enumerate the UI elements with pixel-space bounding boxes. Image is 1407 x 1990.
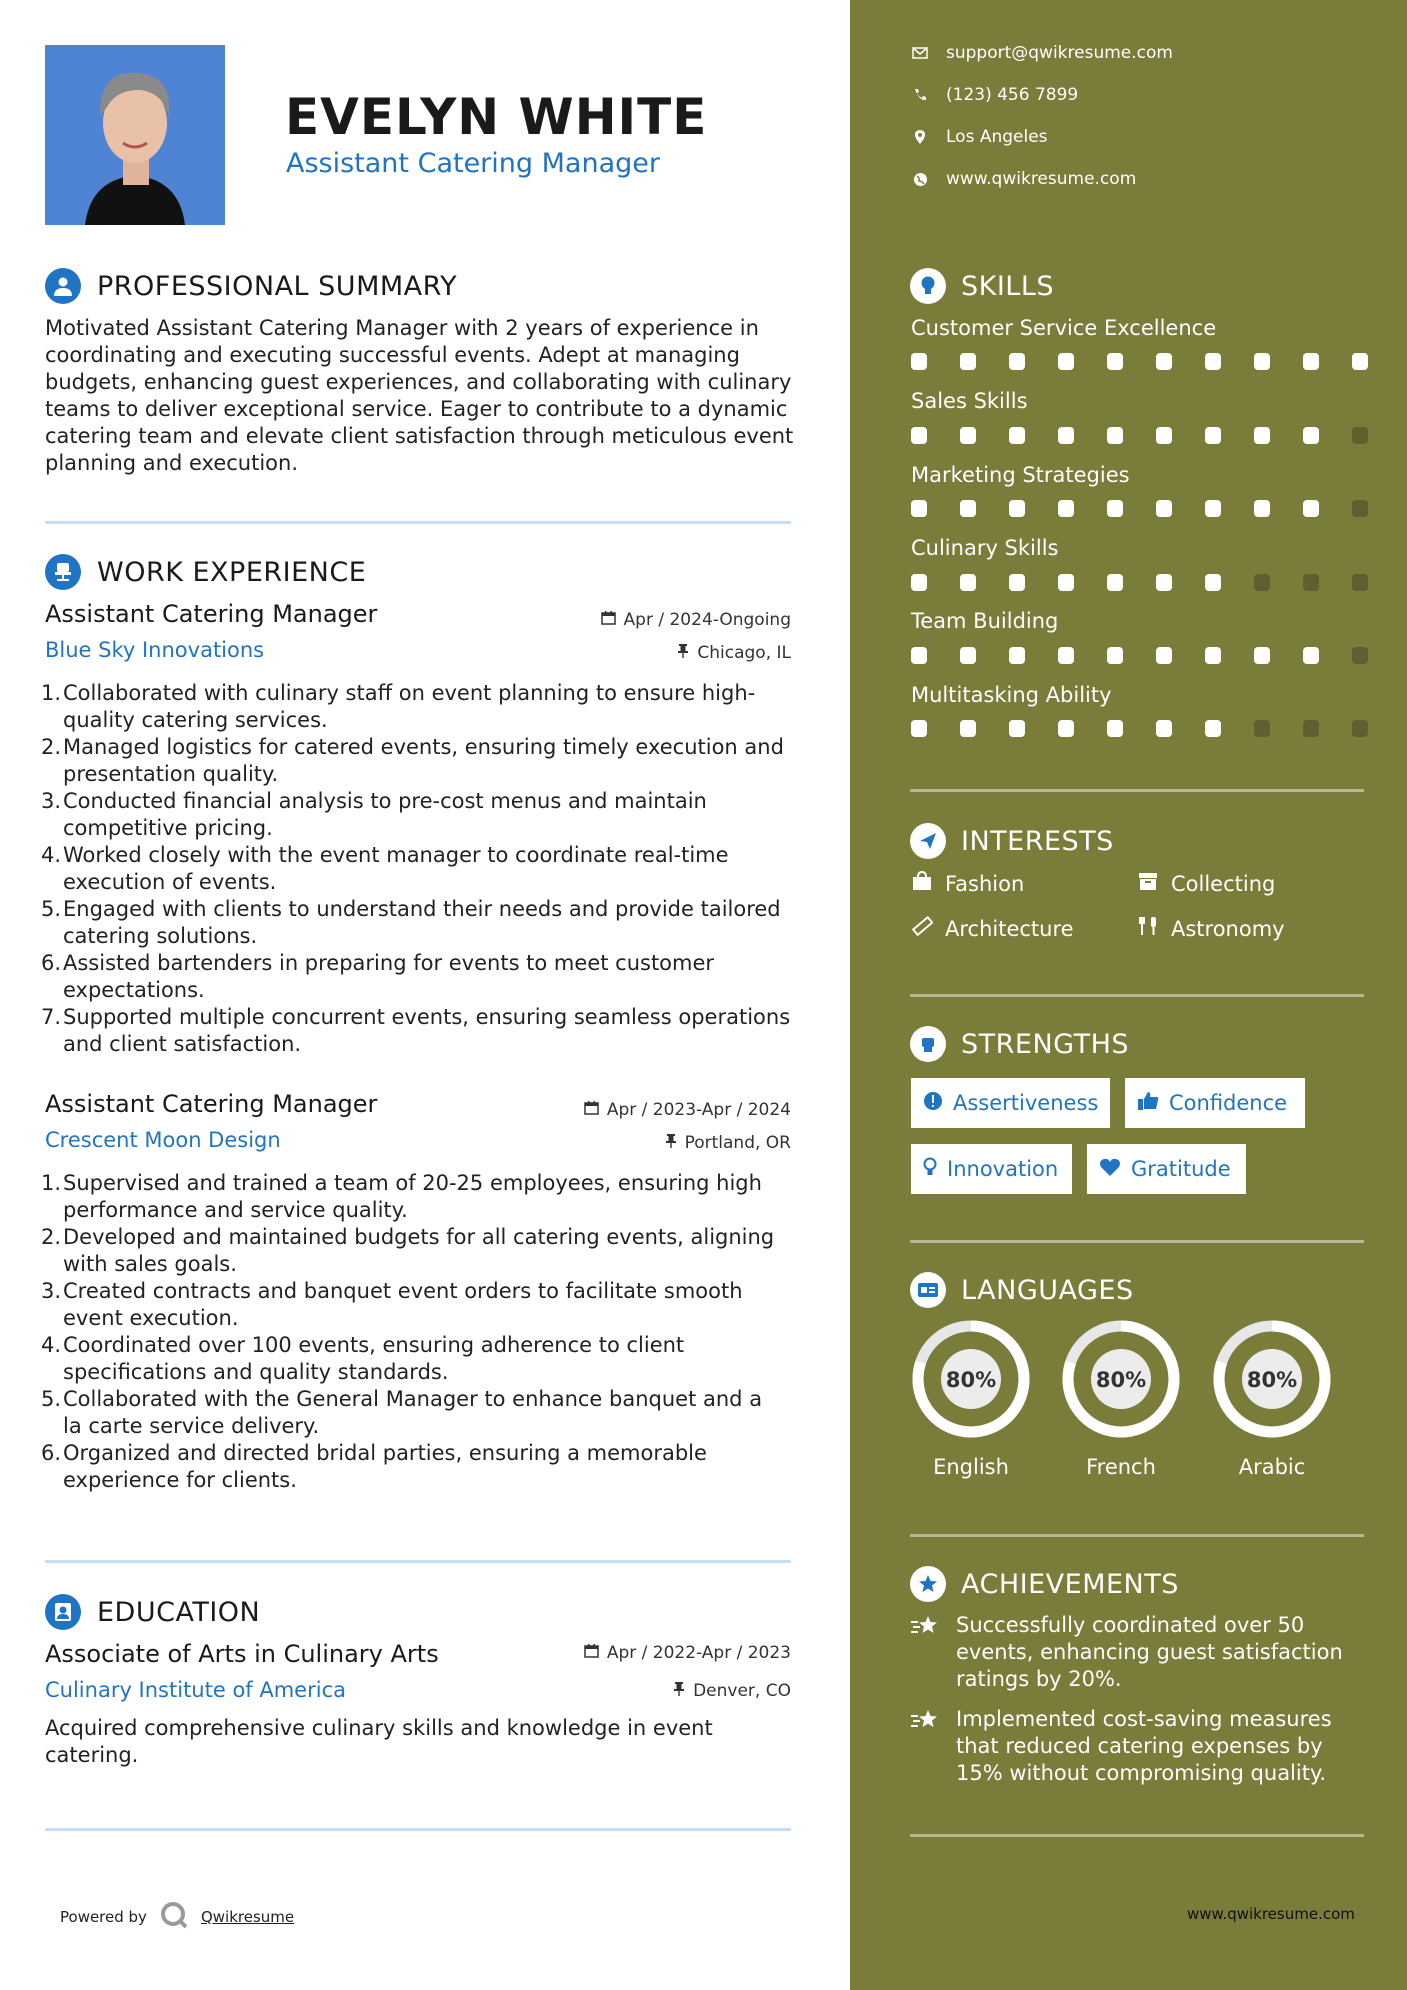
list-item: 4. Worked closely with the event manager to coordinate real-time execution of events. bbox=[40, 843, 729, 894]
interest-item: Architecture bbox=[911, 915, 1074, 942]
languages-heading: LANGUAGES bbox=[961, 1274, 1134, 1306]
section-divider bbox=[45, 1560, 791, 1563]
rating-dot-filled bbox=[1156, 353, 1172, 370]
list-item: 7. Supported multiple concurrent events, ensuring seamless operations and client satisfaction. bbox=[40, 1005, 791, 1056]
strength-badge: Assertiveness bbox=[911, 1078, 1110, 1128]
rating-dot-filled bbox=[1009, 574, 1025, 591]
graduate-icon bbox=[45, 1594, 81, 1630]
rating-dot-filled bbox=[960, 574, 976, 591]
rating-dot-filled bbox=[960, 427, 976, 444]
school-name: Culinary Institute of America bbox=[45, 1678, 346, 1702]
job-date bbox=[584, 1100, 791, 1120]
thumbs-up-icon bbox=[1137, 1091, 1159, 1116]
language-icon bbox=[910, 1272, 946, 1308]
rating-dot-filled bbox=[1303, 353, 1319, 370]
job-date bbox=[601, 610, 791, 630]
pin-icon bbox=[673, 1681, 685, 1701]
rating-dot-filled bbox=[1107, 427, 1123, 444]
language-percent: 80% bbox=[1246, 1368, 1298, 1392]
rating-dot-filled bbox=[1205, 647, 1221, 664]
skills-heading: SKILLS bbox=[961, 270, 1055, 302]
rating-dot-filled bbox=[1058, 353, 1074, 370]
job-location-text: Chicago, IL bbox=[697, 643, 791, 663]
rating-dot-filled bbox=[911, 353, 927, 370]
contact-email[interactable] bbox=[910, 43, 1173, 63]
language-item bbox=[909, 1317, 1033, 1479]
rating-dot-filled bbox=[960, 353, 976, 370]
section-divider bbox=[910, 1834, 1364, 1837]
achievements-heading: ACHIEVEMENTS bbox=[961, 1568, 1179, 1600]
list-item: 3. Conducted financial analysis to pre-cost menus and maintain competitive pricing. bbox=[40, 789, 707, 840]
lightbulb-icon bbox=[910, 268, 946, 304]
contact-phone[interactable] bbox=[910, 85, 1078, 105]
section-divider bbox=[910, 994, 1364, 997]
phone-icon bbox=[910, 88, 930, 102]
rating-dot-empty bbox=[1303, 720, 1319, 737]
website-text: www.qwikresume.com bbox=[946, 169, 1137, 189]
section-divider bbox=[910, 1534, 1364, 1537]
rating-dot-filled bbox=[1156, 574, 1172, 591]
skill-rating bbox=[911, 647, 1368, 664]
calendar-icon bbox=[601, 610, 616, 630]
rating-dot-filled bbox=[1058, 647, 1074, 664]
rating-dot-filled bbox=[1009, 500, 1025, 517]
rating-dot-filled bbox=[1009, 647, 1025, 664]
rating-dot-empty bbox=[1254, 574, 1270, 591]
skill-name: Multitasking Ability bbox=[911, 683, 1112, 707]
contact-location bbox=[910, 127, 1048, 147]
work-header bbox=[45, 554, 366, 590]
language-progress-ring bbox=[909, 1317, 1033, 1441]
fist-icon bbox=[910, 1026, 946, 1062]
skill-rating bbox=[911, 427, 1368, 444]
interest-item: Astronomy bbox=[1137, 915, 1285, 942]
rating-dot-filled bbox=[1303, 647, 1319, 664]
strength-badge: Gratitude bbox=[1087, 1144, 1246, 1194]
skill-rating bbox=[911, 500, 1368, 517]
calendar-icon bbox=[584, 1643, 599, 1663]
rating-dot-filled bbox=[911, 427, 927, 444]
rating-dot-filled bbox=[1058, 720, 1074, 737]
language-name: French bbox=[1086, 1455, 1156, 1479]
rating-dot-filled bbox=[1009, 720, 1025, 737]
rating-dot-filled bbox=[1058, 574, 1074, 591]
degree-title: Associate of Arts in Culinary Arts bbox=[45, 1640, 439, 1668]
skill-name: Sales Skills bbox=[911, 389, 1028, 413]
job-title: Assistant Catering Manager bbox=[45, 1090, 378, 1118]
phone-text: (123) 456 7899 bbox=[946, 85, 1079, 105]
list-item: 6. Organized and directed bridal parties, ensuring a memorable experience for clients. bbox=[40, 1441, 707, 1492]
chair-icon bbox=[45, 554, 81, 590]
qwikresume-link[interactable]: Qwikresume bbox=[200, 1908, 295, 1926]
achievements-header bbox=[910, 1566, 1179, 1602]
skills-header bbox=[910, 268, 1054, 304]
rating-dot-filled bbox=[1009, 427, 1025, 444]
calendar-icon bbox=[584, 1100, 599, 1120]
rating-dot-filled bbox=[911, 500, 927, 517]
rating-dot-filled bbox=[1205, 427, 1221, 444]
job-location bbox=[665, 1133, 791, 1153]
education-location-text: Denver, CO bbox=[693, 1681, 791, 1701]
strengths-header bbox=[910, 1026, 1129, 1062]
work-heading: WORK EXPERIENCE bbox=[97, 556, 367, 588]
star-badge-icon bbox=[910, 1566, 946, 1602]
job-location-text: Portland, OR bbox=[684, 1133, 791, 1153]
rating-dot-filled bbox=[960, 720, 976, 737]
archive-box-icon bbox=[1137, 870, 1159, 897]
utensils-icon bbox=[1137, 915, 1159, 942]
lightbulb-icon bbox=[923, 1157, 937, 1182]
language-progress-ring bbox=[1210, 1317, 1334, 1441]
candidate-title: Assistant Catering Manager bbox=[286, 148, 660, 179]
rating-dot-empty bbox=[1352, 720, 1368, 737]
ruler-icon bbox=[911, 915, 933, 942]
rating-dot-filled bbox=[911, 574, 927, 591]
location-text: Los Angeles bbox=[946, 127, 1048, 147]
language-name: Arabic bbox=[1238, 1455, 1306, 1479]
globe-icon bbox=[910, 172, 930, 187]
rating-dot-filled bbox=[960, 647, 976, 664]
list-item: 3. Created contracts and banquet event orders to facilitate smooth event execution. bbox=[40, 1279, 743, 1330]
rating-dot-empty bbox=[1352, 647, 1368, 664]
pin-icon bbox=[665, 1133, 677, 1153]
paper-plane-icon bbox=[910, 823, 946, 859]
language-progress-ring bbox=[1059, 1317, 1183, 1441]
footer-website[interactable]: www.qwikresume.com bbox=[1187, 1905, 1355, 1923]
language-item bbox=[1059, 1317, 1183, 1479]
skill-name: Marketing Strategies bbox=[911, 463, 1130, 487]
footer-powered bbox=[60, 1900, 294, 1934]
user-icon bbox=[45, 268, 81, 304]
skill-rating bbox=[911, 574, 1368, 591]
education-header bbox=[45, 1594, 260, 1630]
section-divider bbox=[45, 1828, 791, 1831]
pin-icon bbox=[677, 643, 689, 663]
skill-name: Team Building bbox=[911, 609, 1059, 633]
rating-dot-filled bbox=[1107, 574, 1123, 591]
shooting-star-icon bbox=[910, 1612, 942, 1693]
rating-dot-empty bbox=[1352, 574, 1368, 591]
job-duties bbox=[40, 680, 800, 1058]
rating-dot-filled bbox=[1254, 353, 1270, 370]
rating-dot-filled bbox=[1009, 353, 1025, 370]
language-percent: 80% bbox=[1095, 1368, 1147, 1392]
list-item: 5. Engaged with clients to understand their needs and provide tailored catering solutions. bbox=[40, 897, 781, 948]
rating-dot-filled bbox=[1107, 353, 1123, 370]
interests-heading: INTERESTS bbox=[961, 825, 1114, 857]
qwikresume-logo-icon bbox=[159, 1900, 189, 1934]
rating-dot-empty bbox=[1352, 427, 1368, 444]
education-date bbox=[584, 1643, 791, 1663]
language-name: English bbox=[933, 1455, 1009, 1479]
rating-dot-filled bbox=[1107, 500, 1123, 517]
education-date-text: Apr / 2022-Apr / 2023 bbox=[606, 1643, 791, 1663]
interests-header bbox=[910, 823, 1114, 859]
strengths-heading: STRENGTHS bbox=[961, 1028, 1130, 1060]
rating-dot-filled bbox=[1254, 647, 1270, 664]
rating-dot-filled bbox=[911, 647, 927, 664]
summary-text: Motivated Assistant Catering Manager with 2 years of experience in coordinating and executing successful events. Adept at managing budgets, enhancing guest experiences, and collaborating with culinary teams to deliver exceptional service. Eager to contribute to a dynamic catering team and elevate client satisfaction through meticulous event planning and execution. bbox=[45, 316, 794, 475]
education-description: Acquired comprehensive culinary skills and knowledge in event catering. bbox=[45, 1716, 713, 1767]
shooting-star-icon bbox=[910, 1706, 942, 1787]
rating-dot-filled bbox=[1205, 574, 1221, 591]
email-text: support@qwikresume.com bbox=[946, 43, 1173, 63]
job-location bbox=[677, 643, 791, 663]
list-item: 5. Collaborated with the General Manager to enhance banquet and a la carte service delivery. bbox=[40, 1387, 763, 1438]
interest-item: Collecting bbox=[1137, 870, 1275, 897]
rating-dot-empty bbox=[1254, 720, 1270, 737]
language-item bbox=[1210, 1317, 1334, 1479]
interest-item: Fashion bbox=[911, 870, 1024, 897]
rating-dot-filled bbox=[1303, 500, 1319, 517]
skill-rating bbox=[911, 353, 1368, 370]
achievement-item: Successfully coordinated over 50 events, enhancing guest satisfaction ratings by 20%. bbox=[910, 1612, 1370, 1693]
section-divider bbox=[910, 789, 1364, 792]
rating-dot-empty bbox=[1352, 500, 1368, 517]
list-item: 1. Supervised and trained a team of 20-25 employees, ensuring high performance and service quality. bbox=[40, 1171, 762, 1222]
candidate-name: EVELYN WHITE bbox=[285, 88, 708, 146]
heart-icon bbox=[1099, 1157, 1121, 1182]
list-item: 2. Developed and maintained budgets for all catering events, aligning with sales goals. bbox=[40, 1225, 775, 1276]
rating-dot-empty bbox=[1303, 574, 1319, 591]
job-duties bbox=[40, 1170, 800, 1494]
rating-dot-filled bbox=[1107, 647, 1123, 664]
list-item: 4. Coordinated over 100 events, ensuring adherence to client specifications and quality standards. bbox=[40, 1333, 685, 1384]
profile-photo bbox=[45, 45, 225, 225]
section-divider bbox=[45, 521, 791, 524]
rating-dot-filled bbox=[1107, 720, 1123, 737]
list-item: 2. Managed logistics for catered events, ensuring timely execution and presentation quality. bbox=[40, 735, 784, 786]
rating-dot-filled bbox=[1205, 720, 1221, 737]
exclamation-circle-icon bbox=[923, 1091, 943, 1116]
job-company: Crescent Moon Design bbox=[45, 1128, 281, 1152]
rating-dot-filled bbox=[1205, 500, 1221, 517]
job-date-text: Apr / 2024-Ongoing bbox=[623, 610, 791, 630]
rating-dot-filled bbox=[1058, 500, 1074, 517]
achievement-item: Implemented cost-saving measures that reduced catering expenses by 15% without compromising quality. bbox=[910, 1706, 1370, 1787]
map-marker-icon bbox=[910, 129, 930, 145]
list-item: 1. Collaborated with culinary staff on event planning to ensure high- quality catering services. bbox=[40, 681, 756, 732]
job-title: Assistant Catering Manager bbox=[45, 600, 378, 628]
skill-rating bbox=[911, 720, 1368, 737]
summary-heading: PROFESSIONAL SUMMARY bbox=[97, 270, 458, 302]
rating-dot-filled bbox=[1254, 500, 1270, 517]
rating-dot-filled bbox=[1156, 427, 1172, 444]
language-percent: 80% bbox=[945, 1368, 997, 1392]
rating-dot-filled bbox=[1156, 720, 1172, 737]
strength-badge: Confidence bbox=[1125, 1078, 1305, 1128]
education-location bbox=[673, 1681, 791, 1701]
rating-dot-filled bbox=[911, 720, 927, 737]
rating-dot-filled bbox=[1156, 647, 1172, 664]
envelope-icon bbox=[910, 47, 930, 59]
job-date-text: Apr / 2023-Apr / 2024 bbox=[606, 1100, 791, 1120]
education-heading: EDUCATION bbox=[97, 1596, 261, 1628]
languages-header bbox=[910, 1272, 1134, 1308]
rating-dot-filled bbox=[1205, 353, 1221, 370]
rating-dot-filled bbox=[1254, 427, 1270, 444]
summary-header bbox=[45, 268, 457, 304]
list-item: 6. Assisted bartenders in preparing for events to meet customer expectations. bbox=[40, 951, 715, 1002]
powered-by-label: Powered by bbox=[60, 1908, 147, 1926]
rating-dot-filled bbox=[1058, 427, 1074, 444]
shopping-bag-icon bbox=[911, 870, 933, 897]
rating-dot-filled bbox=[1156, 500, 1172, 517]
skill-name: Culinary Skills bbox=[911, 536, 1059, 560]
job-company: Blue Sky Innovations bbox=[45, 638, 265, 662]
skill-name: Customer Service Excellence bbox=[911, 316, 1217, 340]
contact-website[interactable] bbox=[910, 169, 1136, 189]
section-divider bbox=[910, 1240, 1364, 1243]
rating-dot-filled bbox=[1352, 353, 1368, 370]
rating-dot-filled bbox=[960, 500, 976, 517]
rating-dot-filled bbox=[1303, 427, 1319, 444]
strength-badge: Innovation bbox=[911, 1144, 1072, 1194]
